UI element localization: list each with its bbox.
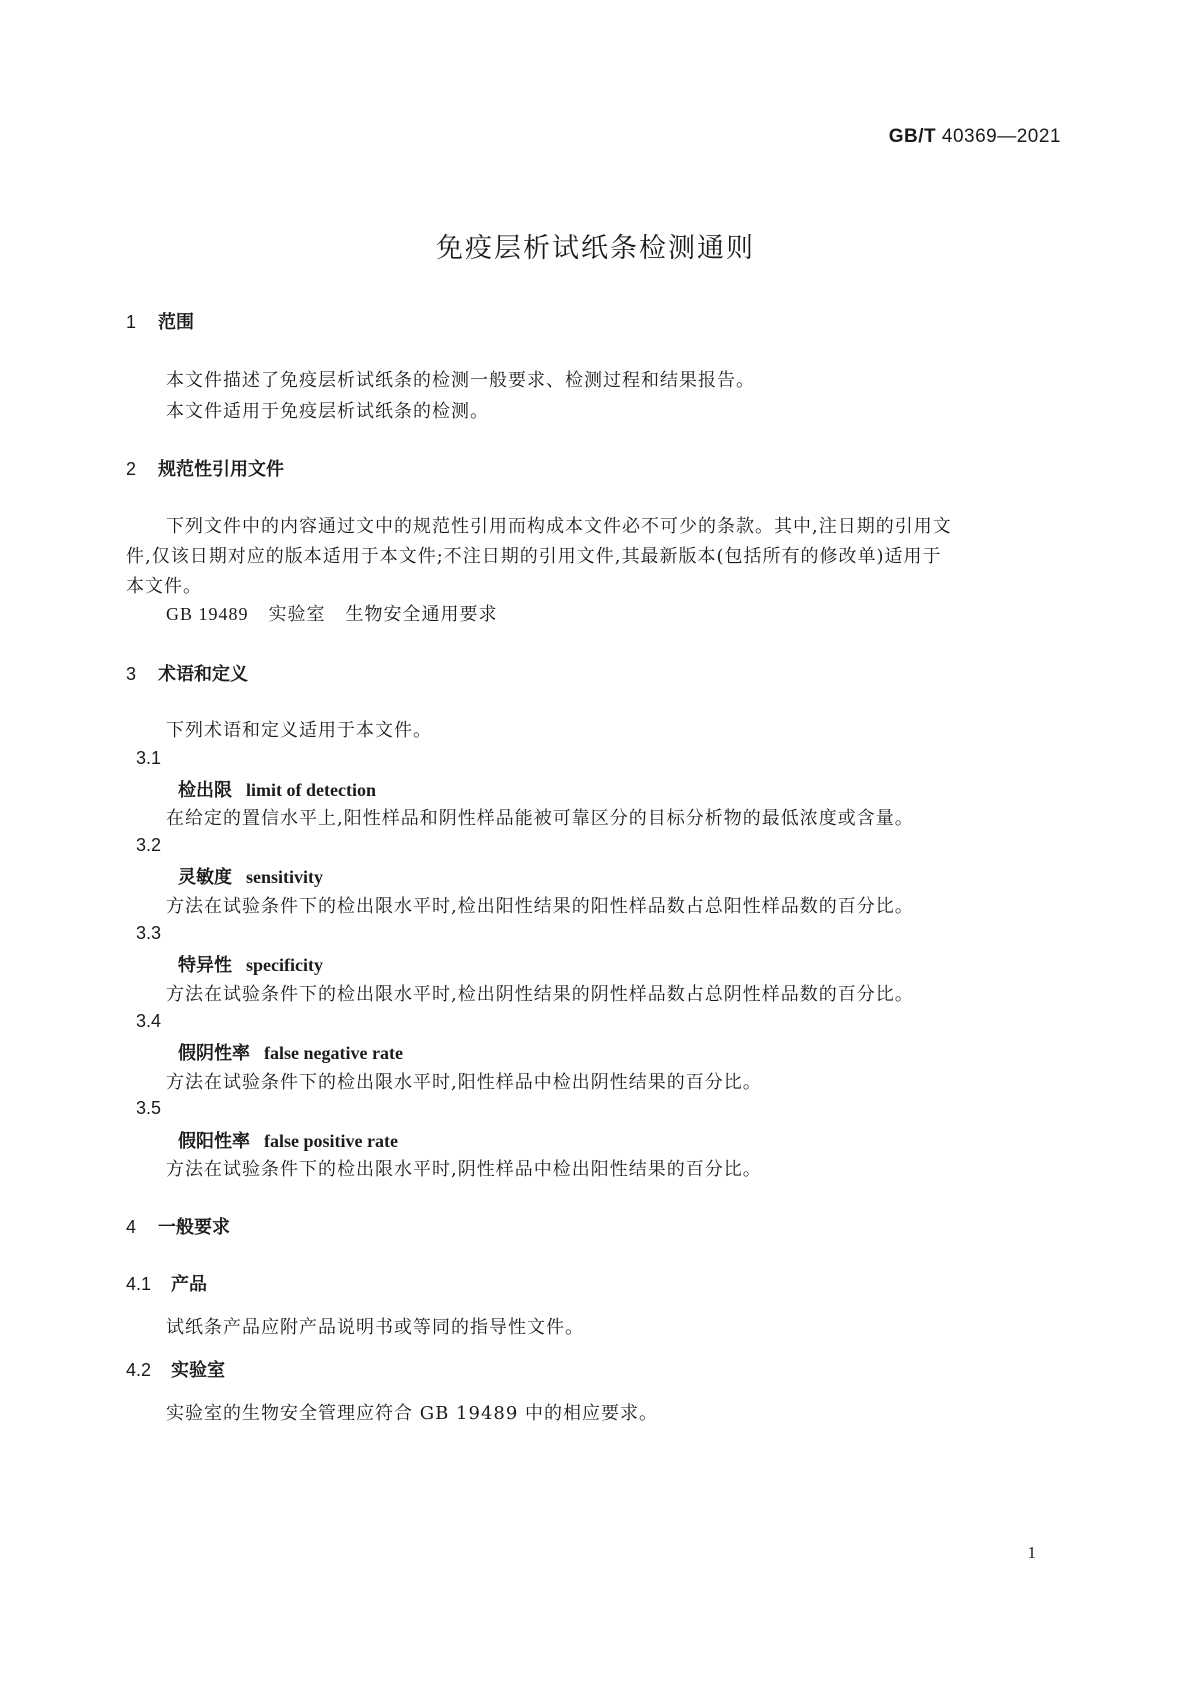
reference-title-part-2: 生物安全通用要求 bbox=[345, 604, 498, 625]
term-heading bbox=[178, 863, 323, 889]
section-3-heading bbox=[126, 660, 248, 686]
section-4-heading bbox=[126, 1213, 230, 1239]
section-4-2-paragraph: 实验室的生物安全管理应符合 GB 19489 中的相应要求。 bbox=[166, 1403, 659, 1424]
reference-title-part-1: 实验室 bbox=[268, 604, 326, 625]
section-2-paragraph-line-3: 本文件。 bbox=[126, 576, 202, 597]
term-chinese: 特异性 bbox=[178, 955, 232, 976]
section-3-intro: 下列术语和定义适用于本文件。 bbox=[166, 720, 432, 741]
section-1-title: 范围 bbox=[158, 312, 194, 333]
section-4-1-number: 4.1 bbox=[126, 1274, 152, 1294]
section-4-2-number: 4.2 bbox=[126, 1360, 152, 1380]
term-english: limit of detection bbox=[246, 780, 376, 800]
term-definition: 方法在试验条件下的检出限水平时,阴性样品中检出阳性结果的百分比。 bbox=[166, 1159, 762, 1180]
reference-code: GB 19489 bbox=[166, 604, 249, 624]
term-definition: 方法在试验条件下的检出限水平时,检出阳性结果的阳性样品数占总阳性样品数的百分比。 bbox=[166, 896, 914, 917]
term-english: false positive rate bbox=[264, 1131, 398, 1151]
section-4-2-title: 实验室 bbox=[171, 1360, 225, 1381]
term-heading bbox=[178, 1039, 403, 1065]
term-heading bbox=[178, 1127, 398, 1153]
section-4-1-paragraph: 试纸条产品应附产品说明书或等同的指导性文件。 bbox=[166, 1317, 584, 1338]
section-4-2-heading bbox=[126, 1356, 225, 1382]
term-definition: 方法在试验条件下的检出限水平时,阳性样品中检出阴性结果的百分比。 bbox=[166, 1072, 762, 1093]
term-definition: 方法在试验条件下的检出限水平时,检出阴性结果的阴性样品数占总阴性样品数的百分比。 bbox=[166, 984, 914, 1005]
standard-code-prefix: GB/T bbox=[888, 126, 937, 147]
standard-code-number: 40369—2021 bbox=[941, 126, 1061, 147]
term-english: false negative rate bbox=[264, 1043, 403, 1063]
term-chinese: 灵敏度 bbox=[178, 867, 232, 888]
term-chinese: 假阴性率 bbox=[178, 1043, 250, 1064]
section-2-heading bbox=[126, 455, 284, 481]
term-heading bbox=[178, 951, 323, 977]
term-number: 3.3 bbox=[136, 923, 162, 943]
section-1-paragraph-2: 本文件适用于免疫层析试纸条的检测。 bbox=[166, 401, 489, 422]
section-3-number: 3 bbox=[126, 664, 137, 684]
term-chinese: 检出限 bbox=[178, 780, 232, 801]
term-english: sensitivity bbox=[246, 867, 324, 887]
document-title: 免疫层析试纸条检测通则 bbox=[436, 233, 755, 264]
term-number: 3.4 bbox=[136, 1011, 162, 1031]
term-number: 3.1 bbox=[136, 748, 162, 768]
section-1-paragraph-1: 本文件描述了免疫层析试纸条的检测一般要求、检测过程和结果报告。 bbox=[166, 370, 755, 391]
section-4-number: 4 bbox=[126, 1217, 137, 1237]
term-english: specificity bbox=[246, 955, 323, 975]
term-number: 3.5 bbox=[136, 1098, 162, 1118]
normative-reference bbox=[166, 600, 498, 626]
section-4-title: 一般要求 bbox=[158, 1217, 230, 1238]
standard-code bbox=[889, 126, 1061, 148]
section-3-title: 术语和定义 bbox=[158, 664, 248, 685]
term-chinese: 假阳性率 bbox=[178, 1131, 250, 1152]
section-2-paragraph-line-1: 下列文件中的内容通过文中的规范性引用而构成本文件必不可少的条款。其中,注日期的引用文 bbox=[166, 516, 952, 537]
term-definition: 在给定的置信水平上,阳性样品和阴性样品能被可靠区分的目标分析物的最低浓度或含量。 bbox=[166, 808, 914, 829]
section-2-title: 规范性引用文件 bbox=[158, 459, 284, 480]
section-1-heading bbox=[126, 308, 194, 334]
section-1-number: 1 bbox=[126, 312, 137, 332]
term-number: 3.2 bbox=[136, 835, 162, 855]
page-number: 1 bbox=[1027, 1543, 1036, 1562]
section-2-number: 2 bbox=[126, 459, 137, 479]
section-4-1-title: 产品 bbox=[171, 1274, 207, 1295]
section-4-1-heading bbox=[126, 1270, 207, 1296]
term-heading bbox=[178, 776, 376, 802]
section-2-paragraph-line-2: 件,仅该日期对应的版本适用于本文件;不注日期的引用文件,其最新版本(包括所有的修改单)适用于 bbox=[126, 546, 942, 567]
